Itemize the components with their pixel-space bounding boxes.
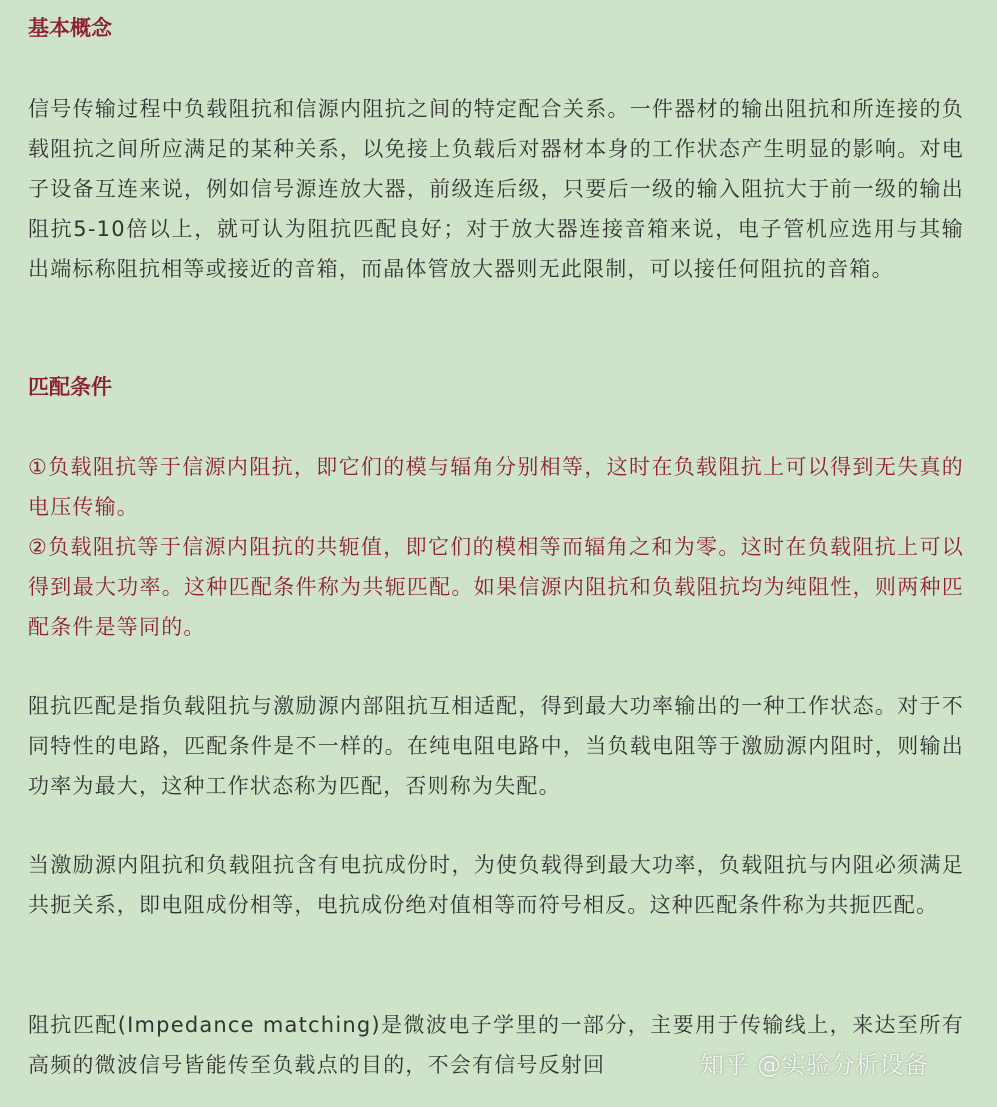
paragraph-condition-1: ①负载阻抗等于信源内阻抗，即它们的模与辐角分别相等，这时在负载阻抗上可以得到无失真的电压传输。	[28, 455, 964, 519]
paragraph-impedance-matching-definition: 阻抗匹配是指负载阻抗与激励源内部阻抗互相适配，得到最大功率输出的一种工作状态。对于不同特性的电路，匹配条件是不一样的。在纯电阻电路中，当负载电阻等于激励源内阻时，则输出功率为最大，这种工作状态称为匹配，否则称为失配。	[28, 694, 964, 798]
paragraph-microwave-matching: 阻抗匹配(Impedance matching)是微波电子学里的一部分，主要用于传输线上，来达至所有高频的微波信号皆能传至负载点的目的，不会有信号反射回	[28, 1013, 964, 1077]
paragraph-basic-concept: 信号传输过程中负载阻抗和信源内阻抗之间的特定配合关系。一件器材的输出阻抗和所连接的负载阻抗之间所应满足的某种关系，以免接上负载后对器材本身的工作状态产生明显的影响。对电子设备互连来说，例如信号源连放大器，前级连后级，只要后一级的输入阻抗大于前一级的输出阻抗5-10倍以上，就可认为阻抗匹配良好；对于放大器连接音箱来说，电子管机应选用与其输出端标称阻抗相等或接近的音箱，而晶体管放大器则无此限制，可以接任何阻抗的音箱。	[28, 97, 964, 281]
paragraph-conjugate-matching: 当激励源内阻抗和负载阻抗含有电抗成份时，为使负载得到最大功率，负载阻抗与内阻必须满足共扼关系，即电阻成份相等，电抗成份绝对值相等而符号相反。这种匹配条件称为共扼匹配。	[28, 853, 964, 917]
zhihu-watermark: 知乎 @实验分析设备	[700, 1051, 929, 1079]
section-title-basic-concept: 基本概念	[28, 16, 112, 40]
paragraph-condition-2: ②负载阻抗等于信源内阻抗的共轭值，即它们的模相等而辐角之和为零。这时在负载阻抗上可以得到最大功率。这种匹配条件称为共轭匹配。如果信源内阻抗和负载阻抗均为纯阻性，则两种匹配条件是等同的。	[28, 535, 964, 639]
section-title-matching-conditions: 匹配条件	[28, 375, 112, 399]
